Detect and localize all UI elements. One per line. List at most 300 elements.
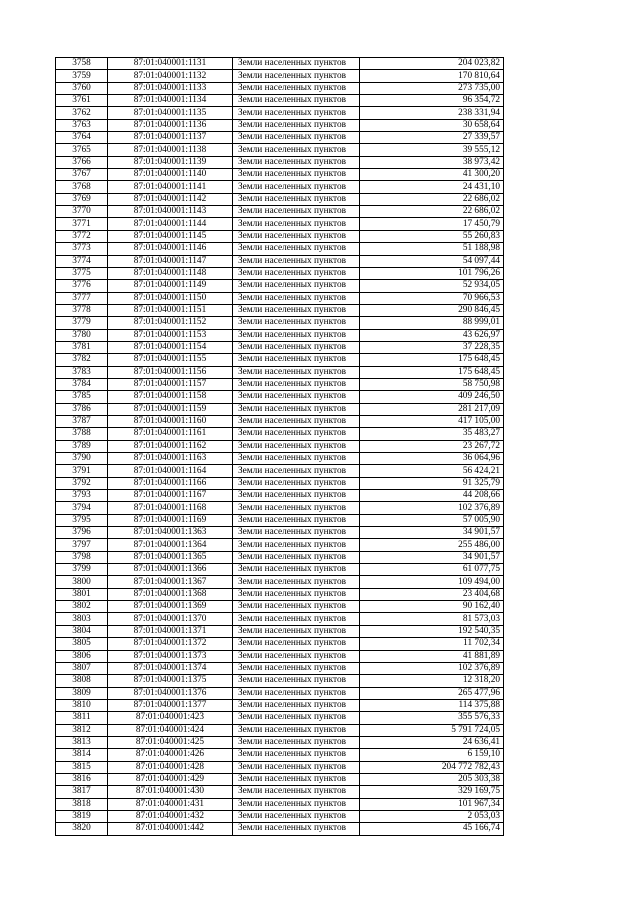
row-number-cell: 3768 <box>56 181 108 193</box>
land-category-cell: Земли населенных пунктов <box>233 181 360 193</box>
cadastral-number-cell: 87:01:040001:1158 <box>108 391 233 403</box>
row-number-cell: 3772 <box>56 230 108 242</box>
row-number-cell: 3795 <box>56 514 108 526</box>
row-number-cell: 3791 <box>56 465 108 477</box>
row-number-cell: 3775 <box>56 267 108 279</box>
row-number-cell: 3818 <box>56 798 108 810</box>
row-number-cell: 3819 <box>56 810 108 822</box>
cadastral-value-cell: 192 540,35 <box>360 625 504 637</box>
land-category-cell: Земли населенных пунктов <box>233 465 360 477</box>
cadastral-value-cell: 61 077,75 <box>360 564 504 576</box>
land-category-cell: Земли населенных пунктов <box>233 761 360 773</box>
table-row <box>56 255 504 267</box>
table-row <box>56 786 504 798</box>
cadastral-number-cell: 87:01:040001:1161 <box>108 428 233 440</box>
cadastral-number-cell: 87:01:040001:1377 <box>108 699 233 711</box>
table-row <box>56 230 504 242</box>
cadastral-number-cell: 87:01:040001:1137 <box>108 132 233 144</box>
table-row <box>56 613 504 625</box>
table-row <box>56 280 504 292</box>
cadastral-number-cell: 87:01:040001:424 <box>108 724 233 736</box>
table-row <box>56 243 504 255</box>
cadastral-number-cell: 87:01:040001:1156 <box>108 366 233 378</box>
land-category-cell: Земли населенных пунктов <box>233 366 360 378</box>
cadastral-number-cell: 87:01:040001:1145 <box>108 230 233 242</box>
cadastral-value-cell: 88 999,01 <box>360 317 504 329</box>
table-row <box>56 477 504 489</box>
cadastral-value-cell: 2 053,03 <box>360 810 504 822</box>
land-category-cell: Земли населенных пунктов <box>233 378 360 390</box>
land-category-cell: Земли населенных пунктов <box>233 514 360 526</box>
cadastral-value-cell: 39 555,12 <box>360 144 504 156</box>
row-number-cell: 3797 <box>56 539 108 551</box>
table-row <box>56 736 504 748</box>
cadastral-value-cell: 204 023,82 <box>360 58 504 70</box>
table-row <box>56 329 504 341</box>
row-number-cell: 3769 <box>56 193 108 205</box>
row-number-cell: 3788 <box>56 428 108 440</box>
cadastral-value-cell: 57 005,90 <box>360 514 504 526</box>
cadastral-number-cell: 87:01:040001:1133 <box>108 82 233 94</box>
cadastral-value-cell: 281 217,09 <box>360 403 504 415</box>
table-row <box>56 95 504 107</box>
cadastral-value-cell: 91 325,79 <box>360 477 504 489</box>
cadastral-value-cell: 23 404,68 <box>360 588 504 600</box>
land-category-cell: Земли населенных пунктов <box>233 477 360 489</box>
table-row <box>56 107 504 119</box>
row-number-cell: 3820 <box>56 823 108 835</box>
land-category-cell: Земли населенных пунктов <box>233 304 360 316</box>
cadastral-number-cell: 87:01:040001:429 <box>108 773 233 785</box>
land-category-cell: Земли населенных пунктов <box>233 675 360 687</box>
table-row <box>56 699 504 711</box>
land-category-cell: Земли населенных пунктов <box>233 810 360 822</box>
cadastral-number-cell: 87:01:040001:1372 <box>108 638 233 650</box>
cadastral-number-cell: 87:01:040001:1371 <box>108 625 233 637</box>
table-row <box>56 428 504 440</box>
cadastral-number-cell: 87:01:040001:1167 <box>108 490 233 502</box>
table-row <box>56 415 504 427</box>
cadastral-number-cell: 87:01:040001:1376 <box>108 687 233 699</box>
table-row <box>56 391 504 403</box>
cadastral-value-cell: 290 846,45 <box>360 304 504 316</box>
cadastral-number-cell: 87:01:040001:1363 <box>108 527 233 539</box>
cadastral-number-cell: 87:01:040001:1373 <box>108 650 233 662</box>
cadastral-number-cell: 87:01:040001:1148 <box>108 267 233 279</box>
cadastral-number-cell: 87:01:040001:1152 <box>108 317 233 329</box>
row-number-cell: 3807 <box>56 662 108 674</box>
cadastral-number-cell: 87:01:040001:1142 <box>108 193 233 205</box>
row-number-cell: 3812 <box>56 724 108 736</box>
cadastral-value-cell: 41 300,20 <box>360 169 504 181</box>
cadastral-number-cell: 87:01:040001:1163 <box>108 453 233 465</box>
cadastral-number-cell: 87:01:040001:426 <box>108 749 233 761</box>
row-number-cell: 3789 <box>56 440 108 452</box>
cadastral-value-cell: 55 260,83 <box>360 230 504 242</box>
row-number-cell: 3758 <box>56 58 108 70</box>
cadastral-value-cell: 205 303,38 <box>360 773 504 785</box>
row-number-cell: 3774 <box>56 255 108 267</box>
table-row <box>56 193 504 205</box>
cadastral-value-cell: 238 331,94 <box>360 107 504 119</box>
land-category-cell: Земли населенных пунктов <box>233 95 360 107</box>
table-row <box>56 798 504 810</box>
land-category-cell: Земли населенных пунктов <box>233 415 360 427</box>
land-category-cell: Земли населенных пунктов <box>233 255 360 267</box>
cadastral-number-cell: 87:01:040001:1157 <box>108 378 233 390</box>
row-number-cell: 3763 <box>56 119 108 131</box>
cadastral-number-cell: 87:01:040001:1131 <box>108 58 233 70</box>
land-category-cell: Земли населенных пунктов <box>233 625 360 637</box>
table-row <box>56 551 504 563</box>
cadastral-number-cell: 87:01:040001:1166 <box>108 477 233 489</box>
row-number-cell: 3771 <box>56 218 108 230</box>
row-number-cell: 3760 <box>56 82 108 94</box>
cadastral-number-cell: 87:01:040001:1150 <box>108 292 233 304</box>
cadastral-value-cell: 22 686,02 <box>360 206 504 218</box>
cadastral-value-cell: 102 376,89 <box>360 662 504 674</box>
cadastral-number-cell: 87:01:040001:1149 <box>108 280 233 292</box>
row-number-cell: 3798 <box>56 551 108 563</box>
land-category-cell: Земли населенных пунктов <box>233 576 360 588</box>
document-page <box>55 57 503 836</box>
land-category-cell: Земли населенных пунктов <box>233 687 360 699</box>
row-number-cell: 3793 <box>56 490 108 502</box>
cadastral-number-cell: 87:01:040001:1140 <box>108 169 233 181</box>
row-number-cell: 3804 <box>56 625 108 637</box>
land-category-cell: Земли населенных пунктов <box>233 823 360 835</box>
table-row <box>56 761 504 773</box>
table-row <box>56 502 504 514</box>
cadastral-number-cell: 87:01:040001:1370 <box>108 613 233 625</box>
cadastral-number-cell: 87:01:040001:1374 <box>108 662 233 674</box>
cadastral-value-cell: 6 159,10 <box>360 749 504 761</box>
land-category-cell: Земли населенных пунктов <box>233 773 360 785</box>
cadastral-number-cell: 87:01:040001:428 <box>108 761 233 773</box>
land-category-cell: Земли населенных пунктов <box>233 564 360 576</box>
row-number-cell: 3762 <box>56 107 108 119</box>
table-row <box>56 490 504 502</box>
row-number-cell: 3813 <box>56 736 108 748</box>
row-number-cell: 3765 <box>56 144 108 156</box>
land-category-cell: Земли населенных пунктов <box>233 798 360 810</box>
land-category-cell: Земли населенных пунктов <box>233 502 360 514</box>
table-row <box>56 588 504 600</box>
land-category-cell: Земли населенных пунктов <box>233 428 360 440</box>
land-category-cell: Земли населенных пунктов <box>233 662 360 674</box>
cadastral-number-cell: 87:01:040001:1160 <box>108 415 233 427</box>
land-category-cell: Земли населенных пунктов <box>233 453 360 465</box>
land-category-cell: Земли населенных пунктов <box>233 280 360 292</box>
cadastral-number-cell: 87:01:040001:1369 <box>108 601 233 613</box>
land-category-cell: Земли населенных пунктов <box>233 539 360 551</box>
cadastral-number-cell: 87:01:040001:425 <box>108 736 233 748</box>
row-number-cell: 3790 <box>56 453 108 465</box>
row-number-cell: 3814 <box>56 749 108 761</box>
cadastral-value-cell: 5 791 724,05 <box>360 724 504 736</box>
cadastral-value-cell: 329 169,75 <box>360 786 504 798</box>
row-number-cell: 3802 <box>56 601 108 613</box>
row-number-cell: 3781 <box>56 341 108 353</box>
cadastral-number-cell: 87:01:040001:1159 <box>108 403 233 415</box>
table-row <box>56 267 504 279</box>
cadastral-number-cell: 87:01:040001:1143 <box>108 206 233 218</box>
row-number-cell: 3759 <box>56 70 108 82</box>
land-category-cell: Земли населенных пунктов <box>233 267 360 279</box>
cadastral-value-cell: 101 796,26 <box>360 267 504 279</box>
land-category-cell: Земли населенных пунктов <box>233 58 360 70</box>
table-row <box>56 601 504 613</box>
cadastral-number-cell: 87:01:040001:1169 <box>108 514 233 526</box>
cadastral-value-cell: 22 686,02 <box>360 193 504 205</box>
table-row <box>56 724 504 736</box>
cadastral-value-cell: 12 318,20 <box>360 675 504 687</box>
cadastral-value-cell: 409 246,50 <box>360 391 504 403</box>
table-row <box>56 650 504 662</box>
table-row <box>56 366 504 378</box>
cadastral-number-cell: 87:01:040001:1136 <box>108 119 233 131</box>
table-row <box>56 440 504 452</box>
cadastral-number-cell: 87:01:040001:430 <box>108 786 233 798</box>
table-row <box>56 403 504 415</box>
land-category-cell: Земли населенных пунктов <box>233 551 360 563</box>
row-number-cell: 3803 <box>56 613 108 625</box>
cadastral-value-cell: 27 339,57 <box>360 132 504 144</box>
cadastral-number-cell: 87:01:040001:1132 <box>108 70 233 82</box>
land-category-cell: Земли населенных пунктов <box>233 230 360 242</box>
cadastral-number-cell: 87:01:040001:1364 <box>108 539 233 551</box>
table-row <box>56 749 504 761</box>
cadastral-value-cell: 204 772 782,43 <box>360 761 504 773</box>
cadastral-number-cell: 87:01:040001:1144 <box>108 218 233 230</box>
land-category-cell: Земли населенных пунктов <box>233 354 360 366</box>
land-category-cell: Земли населенных пунктов <box>233 206 360 218</box>
cadastral-number-cell: 87:01:040001:1375 <box>108 675 233 687</box>
row-number-cell: 3810 <box>56 699 108 711</box>
row-number-cell: 3811 <box>56 712 108 724</box>
cadastral-value-cell: 273 735,00 <box>360 82 504 94</box>
land-category-cell: Земли населенных пунктов <box>233 786 360 798</box>
row-number-cell: 3777 <box>56 292 108 304</box>
cadastral-value-cell: 170 810,64 <box>360 70 504 82</box>
cadastral-value-cell: 43 626,97 <box>360 329 504 341</box>
land-category-cell: Земли населенных пунктов <box>233 403 360 415</box>
row-number-cell: 3794 <box>56 502 108 514</box>
table-row <box>56 453 504 465</box>
land-category-cell: Земли населенных пунктов <box>233 490 360 502</box>
land-category-cell: Земли населенных пунктов <box>233 341 360 353</box>
row-number-cell: 3792 <box>56 477 108 489</box>
cadastral-value-table <box>55 57 504 836</box>
cadastral-number-cell: 87:01:040001:1141 <box>108 181 233 193</box>
cadastral-number-cell: 87:01:040001:1154 <box>108 341 233 353</box>
cadastral-number-cell: 87:01:040001:1365 <box>108 551 233 563</box>
row-number-cell: 3808 <box>56 675 108 687</box>
land-category-cell: Земли населенных пунктов <box>233 119 360 131</box>
cadastral-number-cell: 87:01:040001:1138 <box>108 144 233 156</box>
row-number-cell: 3809 <box>56 687 108 699</box>
row-number-cell: 3799 <box>56 564 108 576</box>
table-row <box>56 58 504 70</box>
row-number-cell: 3785 <box>56 391 108 403</box>
row-number-cell: 3773 <box>56 243 108 255</box>
table-row <box>56 527 504 539</box>
row-number-cell: 3776 <box>56 280 108 292</box>
table-row <box>56 514 504 526</box>
row-number-cell: 3770 <box>56 206 108 218</box>
land-category-cell: Земли населенных пунктов <box>233 699 360 711</box>
table-row <box>56 773 504 785</box>
cadastral-number-cell: 87:01:040001:1164 <box>108 465 233 477</box>
cadastral-value-cell: 255 486,00 <box>360 539 504 551</box>
cadastral-value-cell: 51 188,98 <box>360 243 504 255</box>
land-category-cell: Земли населенных пунктов <box>233 712 360 724</box>
table-row <box>56 823 504 835</box>
row-number-cell: 3778 <box>56 304 108 316</box>
land-category-cell: Земли населенных пунктов <box>233 292 360 304</box>
land-category-cell: Земли населенных пунктов <box>233 82 360 94</box>
cadastral-number-cell: 87:01:040001:1147 <box>108 255 233 267</box>
cadastral-number-cell: 87:01:040001:1146 <box>108 243 233 255</box>
land-category-cell: Земли населенных пунктов <box>233 391 360 403</box>
row-number-cell: 3767 <box>56 169 108 181</box>
cadastral-number-cell: 87:01:040001:1162 <box>108 440 233 452</box>
land-category-cell: Земли населенных пунктов <box>233 169 360 181</box>
cadastral-value-cell: 96 354,72 <box>360 95 504 107</box>
cadastral-value-cell: 24 636,41 <box>360 736 504 748</box>
row-number-cell: 3766 <box>56 156 108 168</box>
table-row <box>56 70 504 82</box>
cadastral-number-cell: 87:01:040001:1134 <box>108 95 233 107</box>
land-category-cell: Земли населенных пунктов <box>233 144 360 156</box>
cadastral-value-cell: 37 228,35 <box>360 341 504 353</box>
land-category-cell: Земли населенных пунктов <box>233 243 360 255</box>
table-row <box>56 292 504 304</box>
table-row <box>56 576 504 588</box>
land-category-cell: Земли населенных пунктов <box>233 724 360 736</box>
cadastral-value-cell: 23 267,72 <box>360 440 504 452</box>
row-number-cell: 3801 <box>56 588 108 600</box>
row-number-cell: 3815 <box>56 761 108 773</box>
land-category-cell: Земли населенных пунктов <box>233 601 360 613</box>
row-number-cell: 3784 <box>56 378 108 390</box>
cadastral-value-cell: 114 375,88 <box>360 699 504 711</box>
table-row <box>56 712 504 724</box>
cadastral-value-cell: 44 208,66 <box>360 490 504 502</box>
cadastral-value-cell: 34 901,57 <box>360 527 504 539</box>
land-category-cell: Земли населенных пунктов <box>233 193 360 205</box>
table-row <box>56 354 504 366</box>
row-number-cell: 3796 <box>56 527 108 539</box>
cadastral-value-cell: 35 483,27 <box>360 428 504 440</box>
table-row <box>56 132 504 144</box>
table-row <box>56 564 504 576</box>
cadastral-number-cell: 87:01:040001:1135 <box>108 107 233 119</box>
cadastral-value-cell: 34 901,57 <box>360 551 504 563</box>
table-row <box>56 144 504 156</box>
cadastral-value-cell: 41 881,89 <box>360 650 504 662</box>
cadastral-value-cell: 175 648,45 <box>360 366 504 378</box>
cadastral-number-cell: 87:01:040001:423 <box>108 712 233 724</box>
table-row <box>56 82 504 94</box>
land-category-cell: Земли населенных пунктов <box>233 132 360 144</box>
table-row <box>56 341 504 353</box>
row-number-cell: 3816 <box>56 773 108 785</box>
table-row <box>56 539 504 551</box>
cadastral-value-cell: 30 658,64 <box>360 119 504 131</box>
table-body <box>56 58 504 836</box>
cadastral-value-cell: 70 966,53 <box>360 292 504 304</box>
cadastral-number-cell: 87:01:040001:1153 <box>108 329 233 341</box>
cadastral-number-cell: 87:01:040001:1168 <box>108 502 233 514</box>
row-number-cell: 3806 <box>56 650 108 662</box>
cadastral-number-cell: 87:01:040001:1151 <box>108 304 233 316</box>
cadastral-number-cell: 87:01:040001:432 <box>108 810 233 822</box>
row-number-cell: 3817 <box>56 786 108 798</box>
cadastral-value-cell: 38 973,42 <box>360 156 504 168</box>
row-number-cell: 3761 <box>56 95 108 107</box>
cadastral-value-cell: 56 424,21 <box>360 465 504 477</box>
cadastral-value-cell: 265 477,96 <box>360 687 504 699</box>
cadastral-value-cell: 24 431,10 <box>360 181 504 193</box>
table-row <box>56 687 504 699</box>
cadastral-number-cell: 87:01:040001:1367 <box>108 576 233 588</box>
land-category-cell: Земли населенных пунктов <box>233 588 360 600</box>
land-category-cell: Земли населенных пунктов <box>233 107 360 119</box>
cadastral-value-cell: 58 750,98 <box>360 378 504 390</box>
table-row <box>56 181 504 193</box>
table-row <box>56 662 504 674</box>
cadastral-value-cell: 101 967,34 <box>360 798 504 810</box>
land-category-cell: Земли населенных пунктов <box>233 329 360 341</box>
land-category-cell: Земли населенных пунктов <box>233 317 360 329</box>
row-number-cell: 3787 <box>56 415 108 427</box>
cadastral-number-cell: 87:01:040001:431 <box>108 798 233 810</box>
table-row <box>56 625 504 637</box>
cadastral-value-cell: 81 573,03 <box>360 613 504 625</box>
table-row <box>56 378 504 390</box>
row-number-cell: 3779 <box>56 317 108 329</box>
table-row <box>56 156 504 168</box>
row-number-cell: 3782 <box>56 354 108 366</box>
cadastral-value-cell: 102 376,89 <box>360 502 504 514</box>
cadastral-value-cell: 109 494,00 <box>360 576 504 588</box>
cadastral-value-cell: 175 648,45 <box>360 354 504 366</box>
land-category-cell: Земли населенных пунктов <box>233 650 360 662</box>
cadastral-number-cell: 87:01:040001:1155 <box>108 354 233 366</box>
cadastral-number-cell: 87:01:040001:1368 <box>108 588 233 600</box>
row-number-cell: 3764 <box>56 132 108 144</box>
cadastral-value-cell: 52 934,05 <box>360 280 504 292</box>
table-row <box>56 218 504 230</box>
land-category-cell: Земли населенных пунктов <box>233 613 360 625</box>
land-category-cell: Земли населенных пунктов <box>233 156 360 168</box>
cadastral-value-cell: 90 162,40 <box>360 601 504 613</box>
row-number-cell: 3783 <box>56 366 108 378</box>
table-row <box>56 810 504 822</box>
land-category-cell: Земли населенных пунктов <box>233 218 360 230</box>
row-number-cell: 3786 <box>56 403 108 415</box>
table-row <box>56 675 504 687</box>
cadastral-value-cell: 355 576,33 <box>360 712 504 724</box>
land-category-cell: Земли населенных пунктов <box>233 440 360 452</box>
cadastral-value-cell: 45 166,74 <box>360 823 504 835</box>
land-category-cell: Земли населенных пунктов <box>233 749 360 761</box>
table-row <box>56 119 504 131</box>
table-row <box>56 304 504 316</box>
cadastral-value-cell: 54 097,44 <box>360 255 504 267</box>
table-row <box>56 169 504 181</box>
